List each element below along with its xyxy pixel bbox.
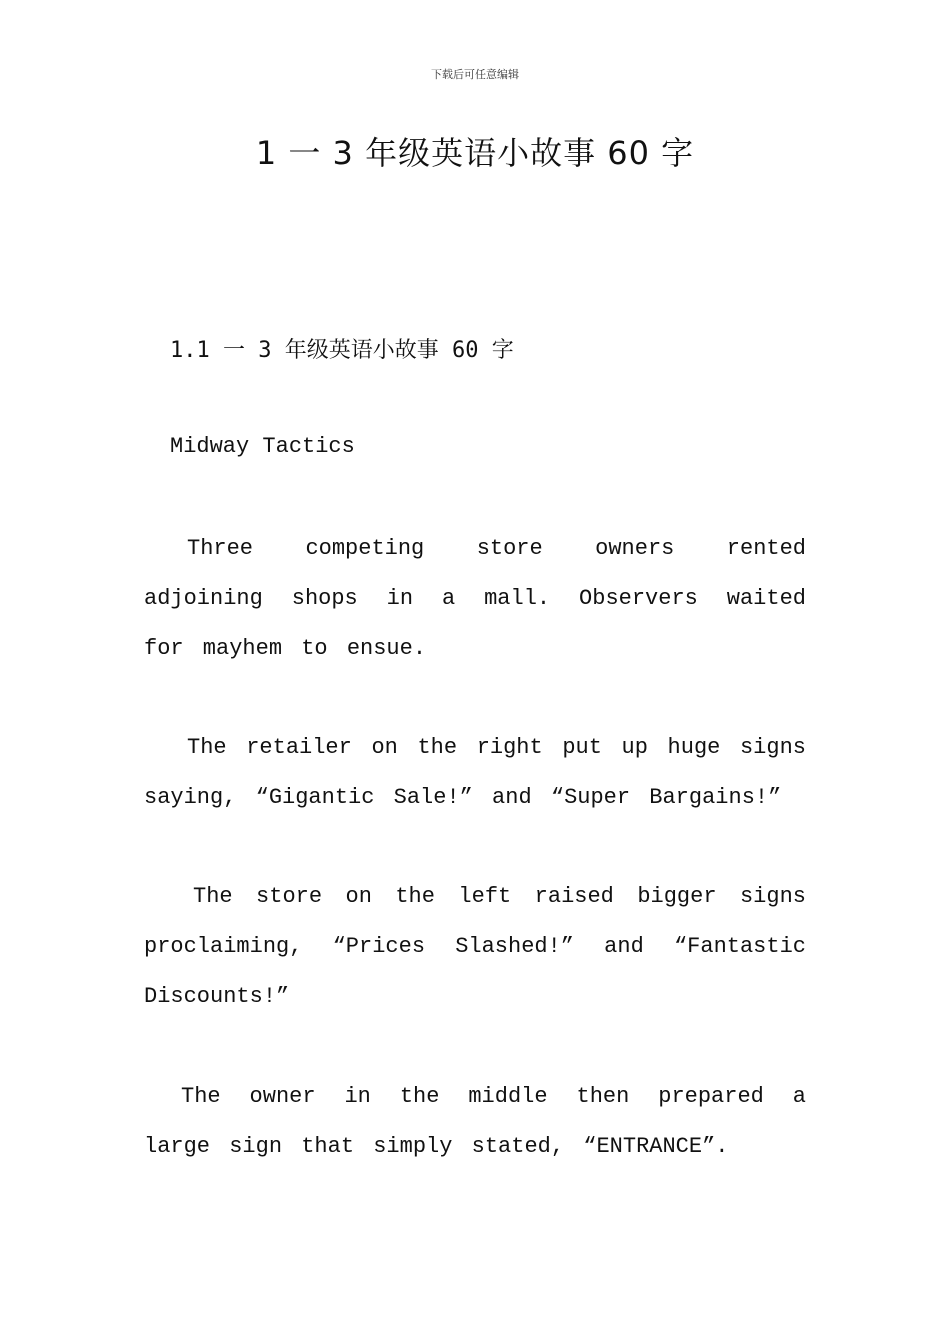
story-paragraph-2: The retailer on the right put up huge signs saying, “Gigantic Sale!” and “Super Bargains!” [144, 735, 806, 810]
story-paragraph-3: The store on the left raised bigger signs proclaiming, “Prices Slashed!” and “Fantastic Discounts!” [144, 884, 806, 1009]
document-title: 1 一 3 年级英语小故事 60 字 [255, 134, 695, 172]
header-note: 下载后可任意编辑 [431, 68, 519, 81]
story-paragraph-1: Three competing store owners rented adjoining shops in a mall. Observers waited for mayhem to ensue. [144, 536, 806, 661]
story-title: Midway Tactics [170, 434, 355, 459]
story-paragraph-4: The owner in the middle then prepared a large sign that simply stated, “ENTRANCE”. [144, 1084, 806, 1159]
section-heading: 1.1 一 3 年级英语小故事 60 字 [170, 338, 514, 363]
